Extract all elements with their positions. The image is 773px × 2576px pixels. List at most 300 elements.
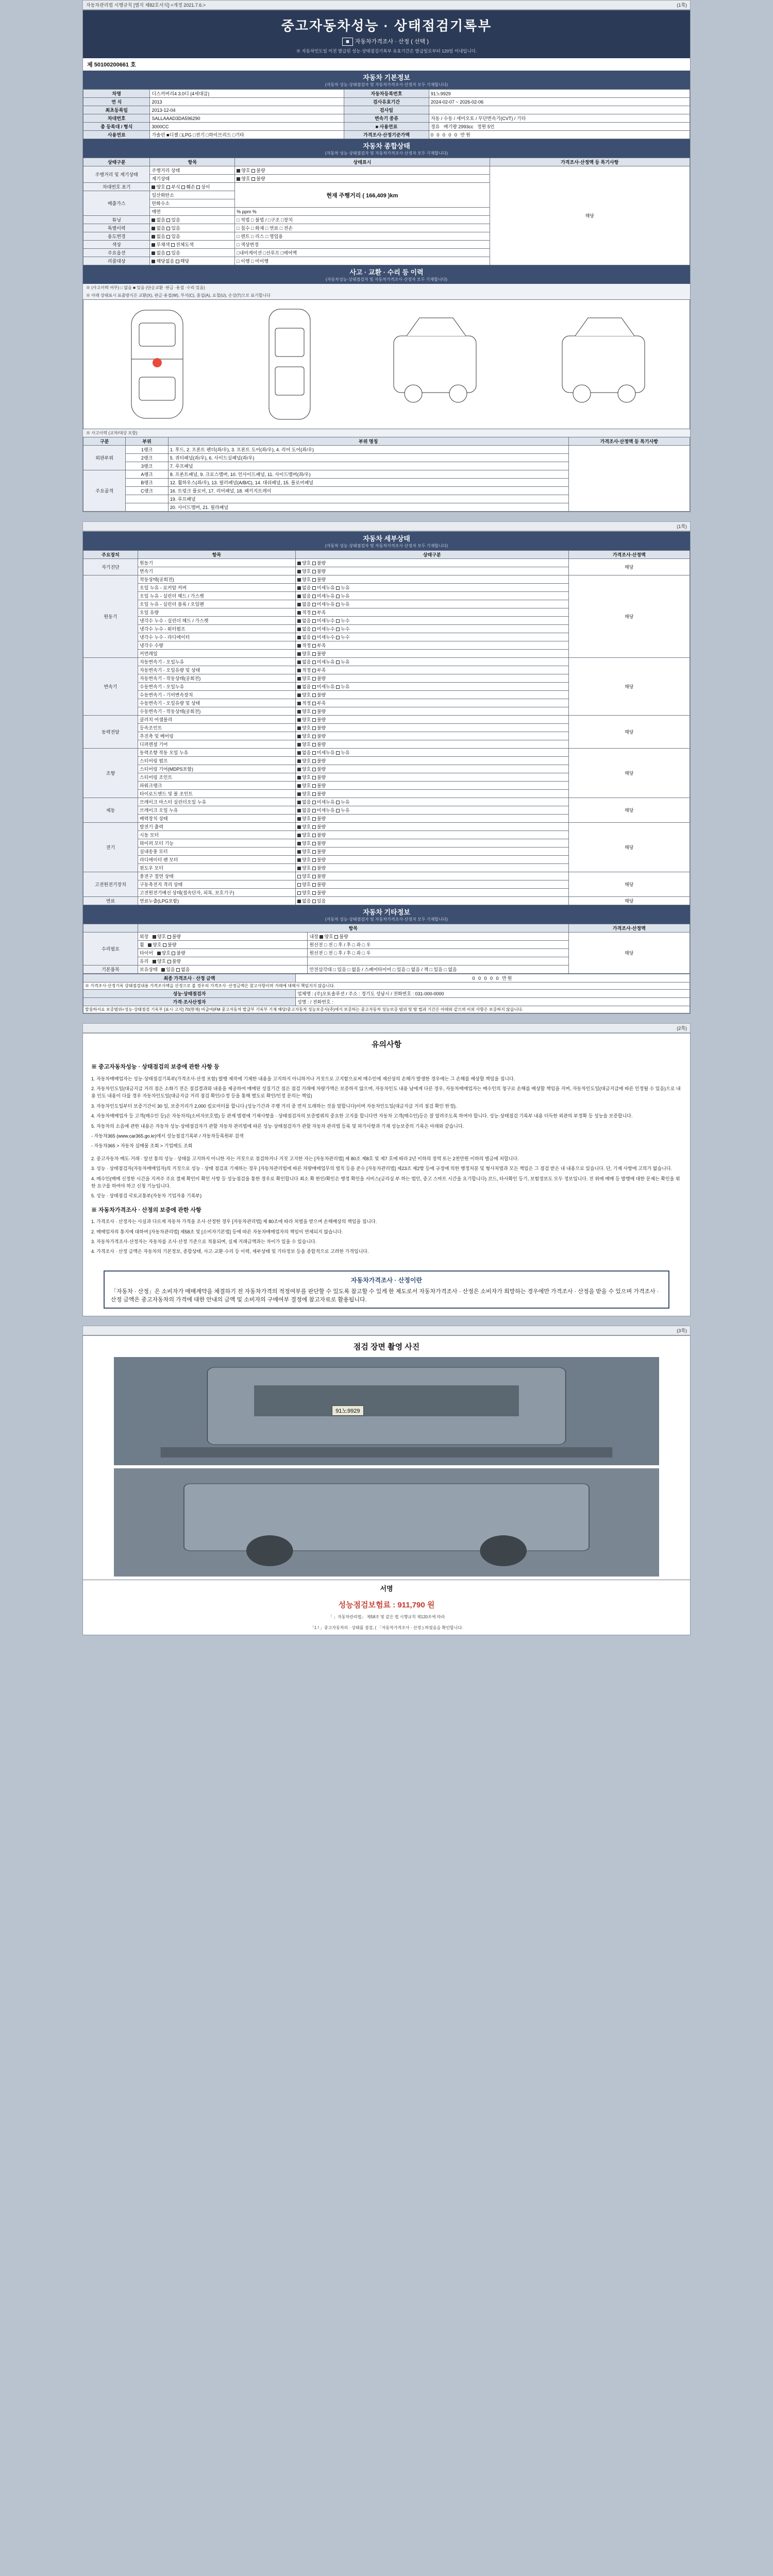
detail-item-status[interactable] bbox=[295, 724, 568, 732]
detail-item-status[interactable] bbox=[295, 856, 568, 864]
row-opts-options[interactable]: 없음 있음 bbox=[150, 249, 235, 257]
other-item-left[interactable]: 보유상태 있음 없음 bbox=[138, 965, 308, 974]
detail-item-status[interactable] bbox=[295, 872, 568, 880]
detail-item-status[interactable] bbox=[295, 864, 568, 872]
checkbox-option-0[interactable]: 양호 bbox=[297, 577, 311, 582]
checkbox-option-0[interactable]: 없음 bbox=[297, 899, 311, 904]
checkbox-unchecked-icon[interactable] bbox=[312, 784, 316, 788]
checkbox-checked-icon[interactable] bbox=[297, 570, 301, 573]
checkbox-option-1[interactable]: 불량 bbox=[312, 709, 326, 714]
checkbox-none-icon[interactable] bbox=[152, 235, 155, 239]
checkbox-unchecked-icon[interactable] bbox=[312, 578, 316, 582]
checkbox-checked-icon[interactable] bbox=[297, 628, 301, 631]
checkbox-option-0[interactable]: 양호 bbox=[297, 651, 311, 656]
checkbox-option-2[interactable]: 누유 bbox=[336, 800, 349, 805]
checkbox-option-0[interactable]: 양호 bbox=[297, 833, 311, 838]
checkbox-option-1[interactable]: 불량 bbox=[167, 934, 181, 939]
detail-item-status[interactable] bbox=[295, 823, 568, 831]
other-item-right[interactable]: 내장 양호 불량 bbox=[308, 933, 568, 941]
checkbox-option-0[interactable]: 양호 bbox=[297, 824, 311, 829]
checkbox-option-1[interactable]: 불량 bbox=[312, 775, 326, 780]
detail-item-label: 수동변속기 - 기어변속장치 bbox=[138, 691, 295, 699]
checkbox-unchecked-icon[interactable] bbox=[336, 751, 340, 755]
checkbox-option-0[interactable]: 양호 bbox=[297, 725, 311, 731]
checkbox-option-1[interactable]: 미세누유 bbox=[312, 659, 335, 665]
checkbox-unchecked-icon[interactable] bbox=[312, 677, 316, 681]
checkbox-option-2[interactable]: 누수 bbox=[336, 626, 349, 632]
checkbox-checked-icon[interactable] bbox=[297, 768, 301, 771]
checkbox-unchecked-icon[interactable] bbox=[172, 952, 175, 955]
checkbox-checked-icon[interactable] bbox=[297, 619, 301, 623]
checkbox-option-0[interactable]: 양호 bbox=[297, 816, 311, 821]
checkbox-option-0[interactable]: 양호 bbox=[297, 717, 311, 722]
checkbox-option-0[interactable]: 없음 bbox=[297, 618, 311, 623]
checkbox-option-1[interactable]: 부족 bbox=[312, 668, 326, 673]
checkbox-option-1[interactable]: 부족 bbox=[312, 610, 326, 615]
checkbox-option-0[interactable]: 양호 bbox=[297, 857, 311, 862]
checkbox-unchecked-icon[interactable] bbox=[336, 595, 340, 598]
other-item-right[interactable]: 안전삼각대 □ 있음 □ 없음 / 스페어타이어 □ 있음 □ 없음 / 잭 □ 있음 □ 없음 bbox=[308, 965, 568, 974]
checkbox-option-0[interactable]: 적정 bbox=[297, 701, 311, 706]
checkbox-option-1[interactable]: 불량 bbox=[312, 791, 326, 796]
checkbox-option-0[interactable]: 양호 bbox=[297, 767, 311, 772]
checkbox-option-0[interactable]: 없음 bbox=[297, 635, 311, 640]
checkbox-option-0[interactable]: 없음 bbox=[297, 800, 311, 805]
checkbox-unchecked-icon[interactable] bbox=[312, 562, 316, 565]
detail-item-status[interactable] bbox=[295, 584, 568, 592]
checkbox-exists-icon[interactable] bbox=[166, 227, 170, 230]
label-plate-no: 자동차등록번호 bbox=[344, 90, 429, 98]
row-opts-vin[interactable]: 양호 부식 훼손 상이 bbox=[150, 183, 235, 191]
checkbox-option-1[interactable]: 부족 bbox=[312, 643, 326, 648]
checkbox-unchecked-icon[interactable] bbox=[312, 842, 316, 845]
checkbox-unchecked-icon[interactable] bbox=[312, 751, 316, 755]
checkbox-checked-icon[interactable] bbox=[297, 726, 301, 730]
checkbox-checked-icon[interactable] bbox=[297, 759, 301, 763]
checkbox-good-icon[interactable] bbox=[152, 185, 155, 189]
checkbox-checked-icon[interactable] bbox=[297, 842, 301, 845]
checkbox-unchecked-icon[interactable] bbox=[312, 644, 316, 648]
checkbox-option-0[interactable]: 양호 bbox=[297, 866, 311, 871]
checkbox-checked-icon[interactable] bbox=[297, 644, 301, 648]
other-item-left[interactable]: 휠 양호 불량 bbox=[138, 941, 308, 949]
checkbox-unchecked-icon[interactable] bbox=[312, 867, 316, 870]
checkbox-option-1[interactable]: 미세누유 bbox=[312, 684, 335, 689]
row-opts-color[interactable]: 무채색 전체도색 bbox=[150, 241, 235, 249]
detail-item-status[interactable] bbox=[295, 790, 568, 798]
detail-item-status[interactable] bbox=[295, 707, 568, 716]
checkbox-checked-icon[interactable] bbox=[297, 743, 301, 747]
checkbox-option-1[interactable]: 불량 bbox=[312, 577, 326, 582]
checkbox-unchecked-icon[interactable] bbox=[297, 891, 301, 895]
row-opts-recall[interactable]: 해당없음 해당 bbox=[150, 257, 235, 265]
checkbox-checked-icon[interactable] bbox=[297, 677, 301, 681]
checkbox-option-1[interactable]: 미세누유 bbox=[312, 594, 335, 599]
checkbox-checked-icon[interactable] bbox=[297, 858, 301, 862]
checkbox-unchecked-icon[interactable] bbox=[312, 735, 316, 738]
document-title: 중고자동차성능 · 상태점검기록부 bbox=[281, 18, 492, 33]
row-opts-gauge[interactable]: 양호 불량 bbox=[235, 175, 490, 183]
checkbox-option-2[interactable]: 누유 bbox=[336, 602, 349, 607]
checkbox-option-1[interactable]: 부족 bbox=[312, 701, 326, 706]
checkbox-none-icon[interactable] bbox=[152, 251, 155, 255]
checkbox-unchecked-icon[interactable] bbox=[336, 801, 340, 804]
detail-item-status[interactable] bbox=[295, 815, 568, 823]
checkbox-unchecked-icon[interactable] bbox=[312, 693, 316, 697]
checkbox-option-0[interactable]: 양호 bbox=[297, 849, 311, 854]
checkbox-option-0[interactable]: 양호 bbox=[297, 783, 311, 788]
row-opts-tuning[interactable]: 없음 있음 bbox=[150, 216, 235, 224]
checkbox-checked-icon[interactable] bbox=[320, 935, 323, 939]
detail-item-status[interactable] bbox=[295, 848, 568, 856]
checkbox-unchecked-icon[interactable] bbox=[312, 817, 316, 821]
checkbox-option-0[interactable]: 없음 bbox=[297, 659, 311, 665]
checkbox-exists-icon[interactable] bbox=[166, 235, 170, 239]
detail-item-status[interactable] bbox=[295, 732, 568, 740]
checkbox-option-1[interactable]: 불량 bbox=[163, 942, 176, 947]
checkbox-option-0[interactable]: 양호 bbox=[297, 890, 311, 895]
checkbox-checked-icon[interactable] bbox=[297, 652, 301, 656]
detail-item-status[interactable] bbox=[295, 716, 568, 724]
checkbox-option-1[interactable]: 없음 bbox=[176, 967, 190, 972]
checkbox-option-0[interactable]: 적정 bbox=[297, 643, 311, 648]
checkbox-option-2[interactable]: 누수 bbox=[336, 635, 349, 640]
other-item-right[interactable] bbox=[308, 957, 568, 965]
detail-item-status[interactable] bbox=[295, 617, 568, 625]
detail-item-status[interactable] bbox=[295, 567, 568, 575]
checkbox-unchecked-icon[interactable] bbox=[312, 685, 316, 689]
checkbox-unchecked-icon[interactable] bbox=[312, 710, 316, 714]
checkbox-unchecked-icon[interactable] bbox=[312, 792, 316, 796]
checkbox-option-0[interactable]: 없음 bbox=[297, 750, 311, 755]
checkbox-unchecked-icon[interactable] bbox=[336, 619, 340, 623]
checkbox-good-icon[interactable] bbox=[237, 169, 240, 173]
checkbox-option-0[interactable]: 양호 bbox=[297, 742, 311, 747]
checkbox-good-icon[interactable] bbox=[237, 177, 240, 181]
checkbox-checked-icon[interactable] bbox=[297, 611, 301, 615]
detail-item-status[interactable] bbox=[295, 633, 568, 641]
checkbox-original-icon[interactable] bbox=[152, 243, 155, 247]
checkbox-checked-icon[interactable] bbox=[297, 900, 301, 903]
checkbox-option-0[interactable]: 양호 bbox=[297, 791, 311, 796]
checkbox-unchecked-icon[interactable] bbox=[312, 883, 316, 887]
checkbox-option-2[interactable]: 누유 bbox=[336, 585, 349, 590]
checkbox-checked-icon[interactable] bbox=[297, 562, 301, 565]
checkbox-option-1[interactable]: 미세누유 bbox=[312, 800, 335, 805]
checkbox-option-0[interactable]: 양호 bbox=[297, 874, 311, 879]
checkbox-option-1[interactable]: 불량 bbox=[312, 561, 326, 566]
checkbox-damage-icon[interactable] bbox=[181, 185, 185, 189]
checkbox-option-1[interactable]: 불량 bbox=[312, 742, 326, 747]
checkbox-option-1[interactable]: 미세누수 bbox=[312, 635, 335, 640]
checkbox-repaint-icon[interactable] bbox=[171, 243, 175, 247]
checkbox-option-1[interactable]: 불량 bbox=[312, 767, 326, 772]
checkbox-applicable-icon[interactable] bbox=[176, 260, 179, 263]
other-item-left[interactable]: 유리 양호 불량 bbox=[138, 957, 308, 965]
checkbox-checked-icon[interactable] bbox=[297, 595, 301, 598]
detail-item-status[interactable] bbox=[295, 683, 568, 691]
checkbox-checked-icon[interactable] bbox=[297, 660, 301, 664]
checkbox-unchecked-icon[interactable] bbox=[312, 628, 316, 631]
checkbox-option-1[interactable]: 불량 bbox=[312, 833, 326, 838]
checkbox-bad-icon[interactable] bbox=[251, 177, 255, 181]
detail-item-status[interactable] bbox=[295, 575, 568, 584]
checkbox-option-1[interactable]: 불량 bbox=[312, 841, 326, 846]
checkbox-option-0[interactable]: 양호 bbox=[297, 561, 311, 566]
checkbox-unchecked-icon[interactable] bbox=[176, 968, 180, 972]
checkbox-unchecked-icon[interactable] bbox=[312, 850, 316, 854]
checkbox-unchecked-icon[interactable] bbox=[312, 611, 316, 615]
checkbox-option-1[interactable]: 불량 bbox=[312, 816, 326, 821]
checkbox-na-icon[interactable] bbox=[152, 260, 155, 263]
checkbox-checked-icon[interactable] bbox=[297, 850, 301, 854]
checkbox-checked-icon[interactable] bbox=[148, 943, 152, 947]
checkbox-option-1[interactable]: 불량 bbox=[312, 734, 326, 739]
checkbox-option-1[interactable]: 불량 bbox=[312, 725, 326, 731]
checkbox-checked-icon[interactable] bbox=[297, 735, 301, 738]
checkbox-unchecked-icon[interactable] bbox=[336, 603, 340, 606]
checkbox-checked-icon[interactable] bbox=[297, 603, 301, 606]
checkbox-option-1[interactable]: 불량 bbox=[312, 651, 326, 656]
checkbox-option-1[interactable]: 미세누수 bbox=[312, 626, 335, 632]
checkbox-unchecked-icon[interactable] bbox=[312, 891, 316, 895]
checkbox-unchecked-icon[interactable] bbox=[312, 768, 316, 771]
checkbox-option-1[interactable]: 불량 bbox=[312, 758, 326, 764]
checkbox-unchecked-icon[interactable] bbox=[163, 943, 166, 947]
checkbox-unchecked-icon[interactable] bbox=[312, 825, 316, 829]
row-opts-mileage[interactable]: 양호 불량 bbox=[235, 166, 490, 175]
checkbox-option-1[interactable]: 불량 bbox=[312, 569, 326, 574]
checkbox-exists-icon[interactable] bbox=[166, 251, 170, 255]
detail-item-status[interactable] bbox=[295, 889, 568, 897]
detail-item-status[interactable] bbox=[295, 757, 568, 765]
checkbox-checked-icon[interactable] bbox=[297, 801, 301, 804]
checkbox-corrosion-icon[interactable] bbox=[166, 185, 170, 189]
checkbox-unchecked-icon[interactable] bbox=[312, 743, 316, 747]
checkbox-checked-icon[interactable] bbox=[297, 702, 301, 705]
checkbox-option-0[interactable]: 양호 bbox=[297, 775, 311, 780]
checkbox-option-1[interactable]: 미세누유 bbox=[312, 585, 335, 590]
checkbox-unchecked-icon[interactable] bbox=[312, 595, 316, 598]
checkbox-option-1[interactable]: 미세누유 bbox=[312, 808, 335, 813]
checkbox-option-0[interactable]: 없음 bbox=[297, 594, 311, 599]
other-item-left[interactable]: 타이어 양호 불량 bbox=[138, 949, 308, 957]
checkbox-unchecked-icon[interactable] bbox=[312, 834, 316, 837]
checkbox-option-0[interactable]: 양호 bbox=[297, 569, 311, 574]
checkbox-checked-icon[interactable] bbox=[297, 685, 301, 689]
row-opts-usage[interactable]: 없음 있음 bbox=[150, 232, 235, 241]
checkbox-checked-icon[interactable] bbox=[153, 935, 156, 939]
checkbox-unchecked-icon[interactable] bbox=[336, 685, 340, 689]
detail-item-status[interactable] bbox=[295, 641, 568, 650]
checkbox-unchecked-icon[interactable] bbox=[312, 875, 316, 878]
checkbox-checked-icon[interactable] bbox=[297, 776, 301, 779]
detail-item-label: 냉각수 수량 bbox=[138, 641, 295, 650]
detail-item-status[interactable] bbox=[295, 691, 568, 699]
checkbox-option-1[interactable]: 미세누수 bbox=[312, 618, 335, 623]
checkbox-checked-icon[interactable] bbox=[297, 710, 301, 714]
checkbox-checked-icon[interactable] bbox=[297, 817, 301, 821]
checkbox-bad-icon[interactable] bbox=[251, 169, 255, 173]
checkbox-option-0[interactable]: 양호 bbox=[297, 709, 311, 714]
checkbox-unchecked-icon[interactable] bbox=[312, 801, 316, 804]
detail-item-status[interactable] bbox=[295, 897, 568, 905]
checkbox-none-icon[interactable] bbox=[152, 227, 155, 230]
checkbox-option-2[interactable]: 누유 bbox=[336, 594, 349, 599]
checkbox-checked-icon[interactable] bbox=[297, 825, 301, 829]
checkbox-unchecked-icon[interactable] bbox=[336, 809, 340, 812]
checkbox-unchecked-icon[interactable] bbox=[167, 960, 171, 963]
checkbox-exists-icon[interactable] bbox=[166, 218, 170, 222]
detail-item-status[interactable] bbox=[295, 608, 568, 617]
checkbox-unchecked-icon[interactable] bbox=[312, 669, 316, 672]
checkbox-checked-icon[interactable] bbox=[297, 751, 301, 755]
checkbox-option-1[interactable]: 불량 bbox=[312, 890, 326, 895]
checkbox-unchecked-icon[interactable] bbox=[336, 660, 340, 664]
checkbox-option-0[interactable]: 양호 bbox=[297, 882, 311, 887]
detail-item-status[interactable] bbox=[295, 666, 568, 674]
detail-item-status[interactable] bbox=[295, 798, 568, 806]
checkbox-option-0[interactable]: 없음 bbox=[297, 602, 311, 607]
checkbox-option-2[interactable]: 누유 bbox=[336, 750, 349, 755]
checkbox-none-icon[interactable] bbox=[152, 218, 155, 222]
detail-item-status[interactable] bbox=[295, 658, 568, 666]
checkbox-option-0[interactable]: 양호 bbox=[297, 758, 311, 764]
checkbox-option-1[interactable]: 불량 bbox=[334, 934, 348, 939]
detail-item-status[interactable] bbox=[295, 699, 568, 707]
detail-item-status[interactable] bbox=[295, 806, 568, 815]
detail-item-status[interactable] bbox=[295, 782, 568, 790]
checkbox-unchecked-icon[interactable] bbox=[312, 702, 316, 705]
checkbox-unchecked-icon[interactable] bbox=[297, 875, 301, 878]
checkbox-option-0[interactable]: 양호 bbox=[153, 959, 166, 964]
other-item-right[interactable]: 원선전 □ 전 □ 후 / 후 □ 좌 □ 우 bbox=[308, 941, 568, 949]
checkbox-option-0[interactable]: 없음 bbox=[297, 684, 311, 689]
detail-item-status[interactable] bbox=[295, 839, 568, 848]
checkbox-unchecked-icon[interactable] bbox=[312, 619, 316, 623]
detail-item-status[interactable] bbox=[295, 592, 568, 600]
checkbox-option-2[interactable]: 누유 bbox=[336, 659, 349, 665]
checkbox-unchecked-icon[interactable] bbox=[312, 726, 316, 730]
checkbox-option-1[interactable]: 불량 bbox=[312, 692, 326, 698]
checkbox-option-1[interactable]: 불량 bbox=[312, 849, 326, 854]
detail-item-status[interactable] bbox=[295, 831, 568, 839]
detail-item-status[interactable] bbox=[295, 559, 568, 567]
checkbox-unchecked-icon[interactable] bbox=[312, 570, 316, 573]
detail-item-status[interactable] bbox=[295, 749, 568, 757]
checkbox-checked-icon[interactable] bbox=[297, 867, 301, 870]
checkbox-option-1[interactable]: 불량 bbox=[312, 874, 326, 879]
checkbox-option-0[interactable]: 양호 bbox=[148, 942, 161, 947]
detail-item-status[interactable] bbox=[295, 740, 568, 749]
other-item-right[interactable]: 원선전 □ 전 □ 후 / 후 □ 좌 □ 우 bbox=[308, 949, 568, 957]
checkbox-option-0[interactable]: 양호 bbox=[297, 734, 311, 739]
checkbox-option-1[interactable]: 불량 bbox=[312, 783, 326, 788]
detail-item-status[interactable] bbox=[295, 765, 568, 773]
checkbox-checked-icon[interactable] bbox=[297, 693, 301, 697]
checkbox-checked-icon[interactable] bbox=[157, 952, 161, 955]
checkbox-unchecked-icon[interactable] bbox=[312, 718, 316, 722]
checkbox-checked-icon[interactable] bbox=[297, 669, 301, 672]
checkbox-checked-icon[interactable] bbox=[297, 586, 301, 590]
checkbox-unchecked-icon[interactable] bbox=[312, 900, 316, 903]
checkbox-unchecked-icon[interactable] bbox=[297, 883, 301, 887]
detail-item-status[interactable] bbox=[295, 600, 568, 608]
detail-item-status[interactable] bbox=[295, 674, 568, 683]
checkbox-checked-icon[interactable] bbox=[161, 968, 165, 972]
checkbox-option-2[interactable]: 누유 bbox=[336, 808, 349, 813]
checkbox-option-1[interactable]: 불량 bbox=[172, 951, 185, 956]
checkbox-unchecked-icon[interactable] bbox=[312, 809, 316, 812]
checkbox-different-icon[interactable] bbox=[196, 185, 200, 189]
checkbox-option-1[interactable]: 미세누유 bbox=[312, 750, 335, 755]
checkbox-checked-icon[interactable] bbox=[297, 784, 301, 788]
checkbox-option-2[interactable]: 누수 bbox=[336, 618, 349, 623]
checkbox-option-1[interactable]: 불량 bbox=[312, 676, 326, 681]
checkbox-unchecked-icon[interactable] bbox=[312, 652, 316, 656]
other-item-left[interactable]: 외장 양호 불량 bbox=[138, 933, 308, 941]
checkbox-option-0[interactable]: 양호 bbox=[320, 934, 333, 939]
checkbox-option-0[interactable]: 적정 bbox=[297, 610, 311, 615]
checkbox-option-1[interactable]: 있음 bbox=[312, 899, 326, 904]
checkbox-unchecked-icon[interactable] bbox=[312, 759, 316, 763]
checkbox-checked-icon[interactable] bbox=[297, 809, 301, 812]
checkbox-checked-icon[interactable] bbox=[297, 636, 301, 639]
checkbox-unchecked-icon[interactable] bbox=[312, 586, 316, 590]
checkbox-option-1[interactable]: 불량 bbox=[312, 857, 326, 862]
checkbox-option-1[interactable]: 불량 bbox=[312, 824, 326, 829]
checkbox-option-0[interactable]: 적정 bbox=[297, 668, 311, 673]
checkbox-option-0[interactable]: 있음 bbox=[161, 967, 175, 972]
checkbox-checked-icon[interactable] bbox=[297, 834, 301, 837]
checkbox-option-1[interactable]: 불량 bbox=[312, 882, 326, 887]
checkbox-checked-icon[interactable] bbox=[297, 578, 301, 582]
checkbox-option-1[interactable]: 미세누유 bbox=[312, 602, 335, 607]
detail-item-status[interactable] bbox=[295, 880, 568, 889]
checkbox-option-1[interactable]: 불량 bbox=[312, 717, 326, 722]
checkbox-option-0[interactable]: 양호 bbox=[297, 692, 311, 698]
checkbox-unchecked-icon[interactable] bbox=[312, 636, 316, 639]
checkbox-unchecked-icon[interactable] bbox=[336, 628, 340, 631]
checkbox-unchecked-icon[interactable] bbox=[312, 603, 316, 606]
checkbox-option-1[interactable]: 불량 bbox=[312, 866, 326, 871]
checkbox-unchecked-icon[interactable] bbox=[334, 935, 338, 939]
checkbox-option-0[interactable]: 양호 bbox=[157, 951, 171, 956]
checkbox-option-1[interactable]: 불량 bbox=[167, 959, 181, 964]
checkbox-option-2[interactable]: 누유 bbox=[336, 684, 349, 689]
checkbox-unchecked-icon[interactable] bbox=[167, 935, 171, 939]
checkbox-option-0[interactable]: 없음 bbox=[297, 808, 311, 813]
checkbox-unchecked-icon[interactable] bbox=[312, 776, 316, 779]
checkbox-checked-icon[interactable] bbox=[153, 960, 156, 963]
detail-item-status[interactable] bbox=[295, 625, 568, 633]
checkbox-option-0[interactable]: 양호 bbox=[297, 841, 311, 846]
checkbox-option-0[interactable]: 양호 bbox=[297, 676, 311, 681]
checkbox-unchecked-icon[interactable] bbox=[336, 636, 340, 639]
checkbox-option-0[interactable]: 양호 bbox=[153, 934, 166, 939]
checkbox-checked-icon[interactable] bbox=[297, 792, 301, 796]
checkbox-option-0[interactable]: 없음 bbox=[297, 585, 311, 590]
checkbox-unchecked-icon[interactable] bbox=[312, 660, 316, 664]
checkbox-unchecked-icon[interactable] bbox=[312, 858, 316, 862]
detail-item-status[interactable] bbox=[295, 773, 568, 782]
checkbox-unchecked-icon[interactable] bbox=[336, 586, 340, 590]
detail-item-status[interactable] bbox=[295, 650, 568, 658]
checkbox-option-0[interactable]: 없음 bbox=[297, 626, 311, 632]
row-detail-history: □ 침수 □ 화재 □ 연료 □ 전손 bbox=[235, 224, 490, 232]
row-opts-history[interactable]: 없음 있음 bbox=[150, 224, 235, 232]
checkbox-checked-icon[interactable] bbox=[297, 718, 301, 722]
